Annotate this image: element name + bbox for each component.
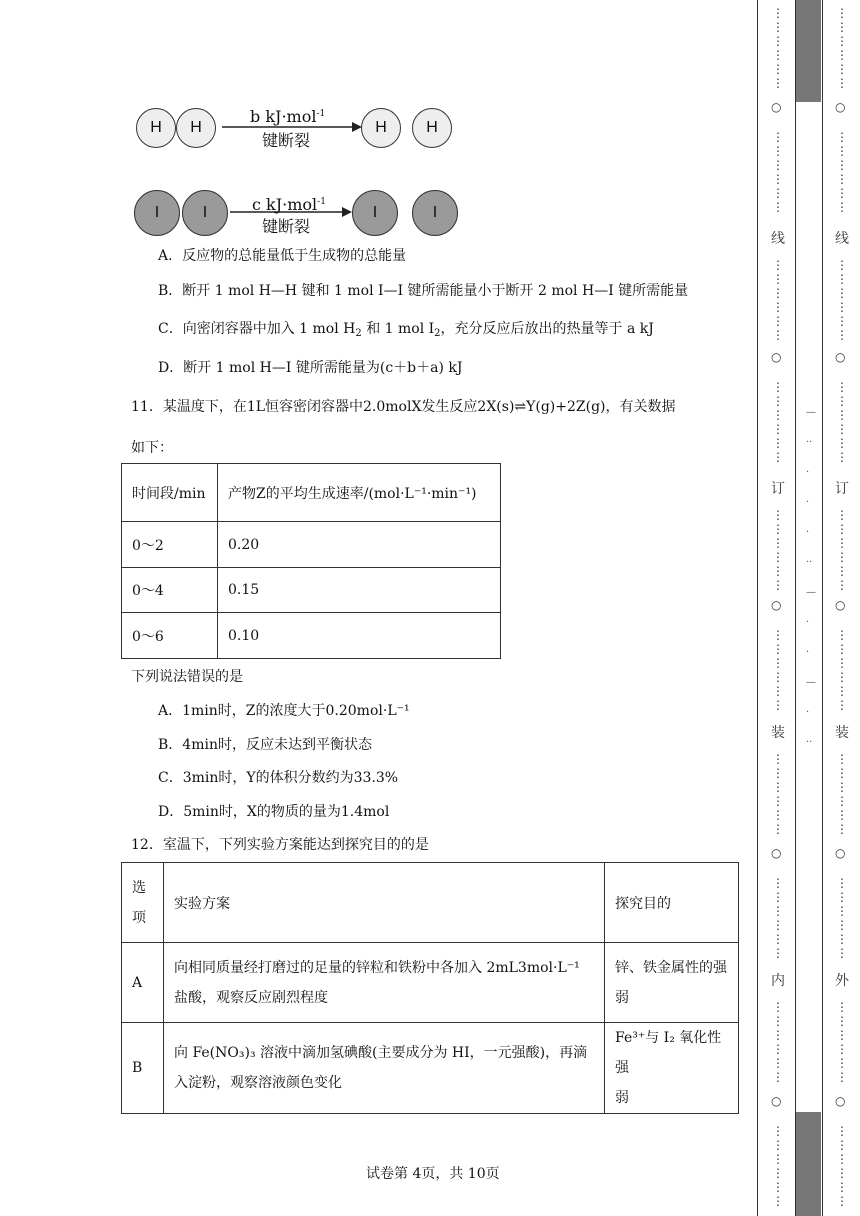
q10-option-c: C．向密闭容器中加入 1 mol $H_2$ 和 1 mol $I_2$，充分反应后放出的热量等于 a kJ: [158, 321, 654, 339]
table-header: 选 项: [122, 863, 164, 943]
table-cell: 0.10: [218, 613, 501, 659]
binding-char: 订: [771, 481, 785, 497]
binding-char: 订: [835, 481, 849, 497]
i-atom: I: [134, 190, 180, 236]
i-atom: I: [352, 190, 398, 236]
arrow-label-energy: c kJ·mol$^{-1}$: [252, 195, 326, 214]
circle-mark: ○: [835, 350, 846, 364]
q11-table: [121, 463, 501, 659]
q12-stem: 12．室温下，下列实验方案能达到探究目的的是: [131, 837, 429, 853]
h-atom: H: [176, 108, 216, 148]
table-header: 探究目的: [605, 863, 739, 943]
q10-option-a: A．反应物的总能量低于生成物的总能量: [158, 248, 407, 264]
table-cell: Fe³⁺与 I₂ 氧化性强 弱: [605, 1023, 739, 1114]
q11-prompt: 下列说法错误的是: [131, 669, 243, 685]
q11-option-b: B．4min时，反应未达到平衡状态: [158, 737, 372, 753]
q11-stem-cont: 如下：: [131, 440, 173, 456]
table-row: [122, 1023, 739, 1114]
q11-option-a: A．1min时，Z的浓度大于0.20mol·L⁻¹: [158, 703, 410, 719]
inner-binding-column: ⋮ ⋮ ⋮ ⋮ ⋮ ⋮ ○ ⋮ ⋮ ⋮ ⋮ ⋮ ⋮ 线 ⋮ ⋮ ⋮ ⋮ ⋮ ⋮ ○ ⋮ ⋮ ⋮ ⋮ ⋮ ⋮ 订 ⋮ ⋮ ⋮ ⋮ ⋮ ⋮ ○ ⋮ ⋮ ⋮ ⋮ ⋮ ⋮ 装 ⋮ ⋮ ⋮ ⋮ ⋮ ⋮ ○ ⋮ ⋮ ⋮ ⋮ ⋮ ⋮ 内 ⋮ ⋮ ⋮ ⋮ ⋮ ⋮ ○ ⋮ ⋮ ⋮ ⋮ ⋮ ⋮: [771, 6, 785, 1208]
arrow-caption: 键断裂: [262, 131, 311, 150]
table-header: 时间段/min: [122, 464, 218, 522]
table-cell: 0～6: [122, 613, 218, 659]
table-row: [122, 568, 501, 613]
table-row: [122, 943, 739, 1023]
binding-char: 内: [771, 973, 785, 989]
table-row: [122, 522, 501, 568]
q10-option-b: B．断开 1 mol H—H 键和 1 mol I—I 键所需能量小于断开 2 mol H—I 键所需能量: [158, 283, 689, 299]
table-cell: 0～4: [122, 568, 218, 613]
table-cell: 向 Fe(NO₃)₃ 溶液中滴加氢碘酸(主要成分为 HI，一元强酸)，再滴 入淀粉，观察溶液颜色变化: [164, 1023, 605, 1114]
circle-mark: ○: [835, 598, 846, 612]
arrow-caption: 键断裂: [262, 217, 311, 236]
circle-mark: ○: [835, 100, 846, 114]
binding-char: 线: [835, 231, 849, 247]
q11-option-c: C．3min时，Y的体积分数约为33.3%: [158, 770, 399, 786]
circle-mark: ○: [835, 846, 846, 860]
q10-option-d: D．断开 1 mol H—I 键所需能量为(c＋b＋a) kJ: [158, 360, 463, 376]
q11-option-d: D．5min时，X的物质的量为1.4mol: [158, 804, 390, 820]
arrow-label-energy: b kJ·mol$^{-1}$: [250, 107, 326, 126]
i-atom: I: [182, 190, 228, 236]
table-cell: 锌、铁金属性的强 弱: [605, 943, 739, 1023]
table-cell: 0.20: [218, 522, 501, 568]
table-cell: 向相同质量经打磨过的足量的锌粒和铁粉中各加入 2mL3mol·L⁻¹ 盐酸，观察反应剧烈程度: [164, 943, 605, 1023]
circle-mark: ○: [771, 1094, 782, 1108]
circle-mark: ○: [835, 1094, 846, 1108]
q11-stem: 11．某温度下，在1L恒容密闭容器中2.0molX发生反应2X(s)⇌Y(g)+2Z(g)，有关数据: [131, 399, 676, 415]
binding-char: 线: [771, 231, 785, 247]
i-atom: I: [412, 190, 458, 236]
circle-mark: ○: [771, 846, 782, 860]
table-cell: 0～2: [122, 522, 218, 568]
table-row: [122, 613, 501, 659]
page-footer: 试卷第 4页，共 10页: [366, 1166, 500, 1182]
table-cell: 0.15: [218, 568, 501, 613]
binding-char: 外: [835, 973, 849, 989]
table-cell: B: [122, 1023, 164, 1114]
h-atom: H: [412, 108, 452, 148]
outer-binding-column: ⋮ ⋮ ⋮ ⋮ ⋮ ⋮ ○ ⋮ ⋮ ⋮ ⋮ ⋮ ⋮ 线 ⋮ ⋮ ⋮ ⋮ ⋮ ⋮ ○ ⋮ ⋮ ⋮ ⋮ ⋮ ⋮ 订 ⋮ ⋮ ⋮ ⋮ ⋮ ⋮ ○ ⋮ ⋮ ⋮ ⋮ ⋮ ⋮ 装 ⋮ ⋮ ⋮ ⋮ ⋮ ⋮ ○ ⋮ ⋮ ⋮ ⋮ ⋮ ⋮ 外 ⋮ ⋮ ⋮ ⋮ ⋮ ⋮ ○ ⋮ ⋮ ⋮ ⋮ ⋮ ⋮: [835, 6, 849, 1208]
binding-char: 装: [835, 725, 849, 741]
table-header: 实验方案: [164, 863, 605, 943]
h-atom: H: [361, 108, 401, 148]
table-header: 产物Z的平均生成速率/(mol·L⁻¹·min⁻¹): [218, 464, 501, 522]
circle-mark: ○: [771, 100, 782, 114]
binding-char: 装: [771, 725, 785, 741]
table-cell: A: [122, 943, 164, 1023]
circle-mark: ○: [771, 350, 782, 364]
q12-table: [121, 862, 739, 1114]
circle-mark: ○: [771, 598, 782, 612]
h-atom: H: [136, 108, 176, 148]
